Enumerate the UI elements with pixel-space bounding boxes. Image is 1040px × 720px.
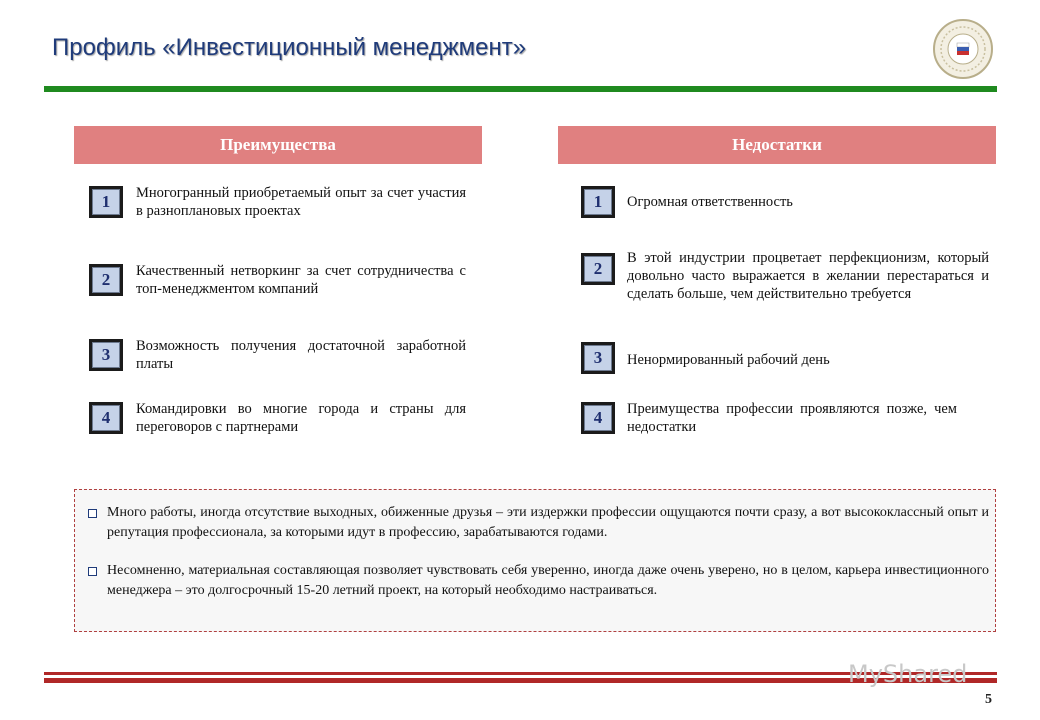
disadvantage-item-text: Преимущества профессии проявляются позже, чем недостатки xyxy=(627,401,957,435)
top-divider-bar xyxy=(44,86,997,92)
disadvantage-number-badge: 3 xyxy=(581,342,615,374)
note-paragraph xyxy=(85,503,989,543)
note-paragraph xyxy=(85,561,989,601)
advantage-item-text: Возможность получения достаточной заработной платы xyxy=(136,338,466,372)
advantage-item-text: Многогранный приобретаемый опыт за счет участия в разноплановых проектах xyxy=(136,185,466,219)
square-bullet-icon xyxy=(88,509,97,518)
disadvantage-item-text: Ненормированный рабочий день xyxy=(627,352,830,368)
summary-note-box xyxy=(74,489,996,632)
disadvantage-item-text: Огромная ответственность xyxy=(627,194,793,210)
advantage-number-badge: 3 xyxy=(89,339,123,371)
page-number: 5 xyxy=(985,692,992,707)
note-text: Несомненно, материальная составляющая позволяет чувствовать себя уверенно, иногда даже очень уверено, но в целом, карьера инвестиционного менеджера – это долгосрочный 15-20 летний проект, на который необходимо настраиваться. xyxy=(107,563,989,598)
disadvantages-header: Недостатки xyxy=(558,126,996,164)
advantage-item-text: Качественный нетворкинг за счет сотрудничества с топ-менеджментом компаний xyxy=(136,263,466,297)
university-emblem-icon xyxy=(932,18,994,80)
square-bullet-icon xyxy=(88,567,97,576)
advantage-number-badge: 4 xyxy=(89,402,123,434)
disadvantage-number-badge: 2 xyxy=(581,253,615,285)
advantages-header: Преимущества xyxy=(74,126,482,164)
watermark-text: MyShared xyxy=(848,660,968,688)
slide-title: Профиль «Инвестиционный менеджмент» xyxy=(52,34,527,61)
advantage-number-badge: 1 xyxy=(89,186,123,218)
disadvantage-number-badge: 1 xyxy=(581,186,615,218)
disadvantage-number-badge: 4 xyxy=(581,402,615,434)
advantage-number-badge: 2 xyxy=(89,264,123,296)
disadvantage-item-text: В этой индустрии процветает перфекционизм, который довольно часто выражается в желании перестараться и сделать больше, чем действительно требуется xyxy=(627,250,989,302)
note-text: Много работы, иногда отсутствие выходных, обиженные друзья – эти издержки профессии ощущаются почти сразу, а вот высококлассный опыт и репутация профессионала, за которыми идут в профессию, зарабатываются годами. xyxy=(107,505,989,540)
advantage-item-text: Командировки во многие города и страны для переговоров с партнерами xyxy=(136,401,466,435)
